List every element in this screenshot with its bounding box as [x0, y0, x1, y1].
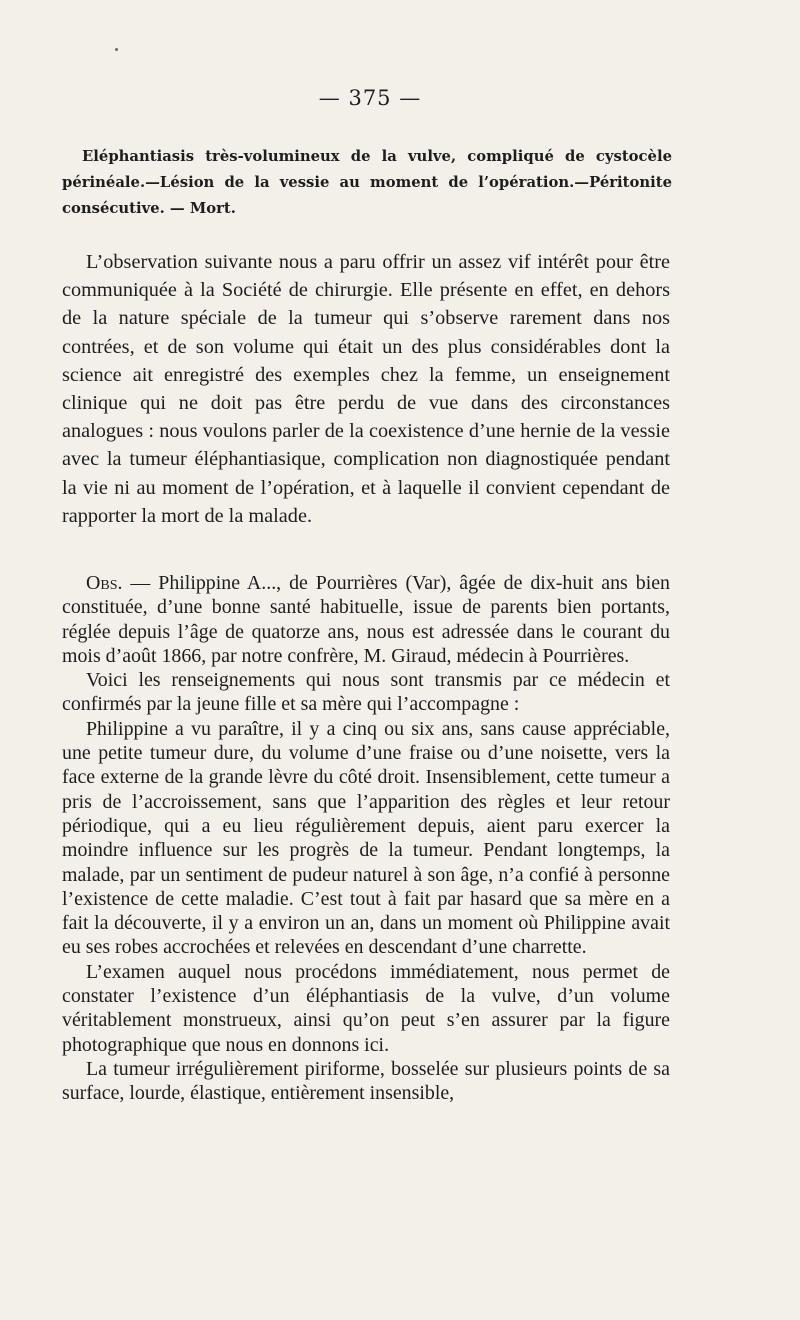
page-number: — 375 — [318, 86, 422, 110]
observation-paragraph-1-text: — Philippine A..., de Pourrières (Var), âgée de dix-huit ans bien constituée, d’une bonne santé habituelle, issue de parents bien portants, réglée depuis l’âge de quatorze ans, nous est adressée dans le courant du mois d’août 1866, par notre confrère, M. Giraud, médecin à Pourrières. [62, 572, 670, 667]
observation-paragraph-4: L’examen auquel nous procédons immédiatement, nous permet de constater l’existence d’un éléphantiasis de la vulve, d’un volume véritablement monstrueux, ainsi qu’on peut s’en assurer par la figure photographique que nous en donnons ici. [62, 960, 670, 1056]
obs-label: Obs. [86, 572, 123, 594]
intro-section [62, 248, 670, 530]
observation-paragraph-2: Voici les renseignements qui nous sont transmis par ce médecin et confirmés par la jeune fille et sa mère qui l’accompagne : [62, 669, 670, 716]
intro-paragraph: L’observation suivante nous a paru offrir un assez vif intérêt pour être communiquée à la Société de chirurgie. Elle présente en effet, en dehors de la nature spéciale de la tumeur qui s’observe rarement dans nos contrées, et de son volume qui était un des plus considérables dont la science ait enregistré des exemples chez la femme, un enseignement clinique qui ne doit pas être perdu de vue dans des circonstances analogues : nous voulons parler de la coexistence d’une hernie de la vessie avec la tumeur éléphantiasique, complication non diagnostiquée pendant la vie ni au moment de l’opération, et à laquelle il convient cependant de rapporter la mort de la malade. [62, 251, 670, 527]
article-title-text: Eléphantiasis très-volumineux de la vulve, compliqué de cystocèle périnéale.—Lésion de la vessie au moment de l’opération.—Péritonite consécutive. — Mort. [62, 148, 672, 217]
observation-section [62, 571, 670, 1106]
article-title [62, 144, 672, 222]
print-speck [115, 48, 118, 51]
observation-paragraph-1 [62, 571, 670, 668]
observation-paragraph-3: Philippine a vu paraître, il y a cinq ou six ans, sans cause appréciable, une petite tumeur dure, du volume d’une fraise ou d’une noisette, vers la face externe de la grande lèvre du côté droit. Insensiblement, cette tumeur a pris de l’accroissement, sans que l’apparition des règles et leur retour périodique, qui a eu lieu régulièrement depuis, aient paru exercer la moindre influence sur les progrès de la tumeur. Pendant longtemps, la malade, par un sentiment de pudeur naturel à son âge, n’a confié à personne l’existence de cette maladie. C’est tout à fait par hasard que sa mère en a fait la découverte, il y a environ un an, dans un moment où Philippine avait eu ses robes accrochées et relevées en descendant d’une charrette. [62, 717, 670, 959]
observation-paragraph-5: La tumeur irrégulièrement piriforme, bosselée sur plusieurs points de sa surface, lourde, élastique, entièrement insensible, [62, 1057, 670, 1105]
